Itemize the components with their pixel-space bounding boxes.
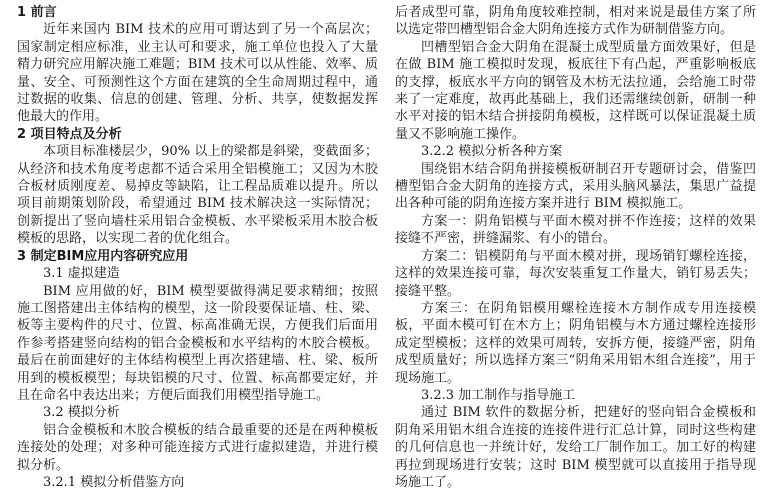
section-3-heading: 3 制定BIM应用内容研究应用: [17, 248, 189, 264]
section-3-2-3-heading: 3.2.3 加工制作与指导施工: [421, 387, 576, 403]
groove-corner-paragraph: 凹槽型铝合金大阴角在混凝土成型质量方面效果好，但是在做 BIM 施工模拟时发现，板底往下有凸起，严重影响板底的支撑，板底水平方向的钢管及木枋无法拉通，会给施工时带来了一定难度，故再此基础上，我们还需继续创新，研制一种水平对接的铝木结合拼接阴角模板，这样既可以保证混凝土质量又不影响施工操作。: [395, 39, 756, 142]
section-3-2-paragraph: 铝合金模板和木胶合模板的结合最重要的还是在两种模板连接处的处理；对多种可能连接方式进行虚拟建造，并进行模拟分析。: [17, 422, 378, 473]
section-1-heading: 1 前言: [17, 5, 57, 20]
section-3-1-paragraph: BIM 应用做的好，BIM 模型要做得满足要求精细；按照施工图搭建出主体结构的模型，这一阶段要保证墙、柱、梁、板等主要构件的尺寸、位置、标高准确无误，方便我们后面用作参考搭建竖向结构的铝合金模板和水平结构的木胶合模板。最后在前面建好的主体结构模型上再次搭建墙、柱、梁、板所用到的模板模型；每块铝模的尺寸、位置、标高都要定好，并且在命名中表达出来；方便后面我们用模型指导施工。: [17, 283, 378, 403]
left-column: [17, 4, 378, 491]
section-3-1-heading: 3.1 虚拟建造: [43, 266, 120, 282]
section-3-2-2-heading: 3.2.2 模拟分析各种方案: [421, 144, 563, 160]
processing-paragraph: 通过 BIM 软件的数据分析，把建好的竖向铝合金模板和阴角采用铝木组合连接的连接件进行汇总计算，同时这些构建的几何信息也一并统计好，发给工厂制作加工。加工好的构建再拉到现场进行安装；这时 BIM 模型就可以直接用于指导现场施工了。: [395, 405, 756, 490]
section-1-paragraph: 近年来国内 BIM 技术的应用可谓达到了另一个高层次；国家制定相应标准，业主认可和要求，施工单位也投入了大量精力研究应用解决施工难题；BIM 技术可以从性能、效率、质量、安全、可预测性这个方面在建筑的全生命周期过程中，通过数据的收集、信息的创建、管理、分析、共享，使数据发挥他最大的作用。: [17, 22, 378, 125]
section-3-2-heading: 3.2 模拟分析: [43, 405, 120, 421]
continued-paragraph: 后者成型可靠，阴角角度较难控制，相对来说是最佳方案了所以选定带凹槽型铝合金大阴角连接方式作为研制借鉴方向。: [395, 5, 756, 38]
plan-3-paragraph: 方案三：在阴角铝模用螺栓连接木方制作成专用连接模板，平面木模可钉在木方上；阴角铝模与木方通过螺栓连接形成定型模板；这样的效果可周转，安拆方便，接缝严密，阴角成型质量好；所以选择方案三“阴角采用铝木组合连接”，用于现场施工。: [395, 300, 756, 386]
right-column: [395, 4, 756, 491]
plan-1-paragraph: 方案一：阴角铝模与平面木模对拼不作连接；这样的效果接缝不严密，拼缝漏浆、有小的错台。: [395, 213, 756, 247]
plan-2-paragraph: 方案二：铝模阴角与平面木模对拼，现场销钉螺栓连接，这样的效果连接可靠，每次安装重复工作量大，销钉易丢失；接缝平整。: [395, 248, 756, 299]
meeting-paragraph: 围绕铝木结合阴角拼接模板研制召开专题研讨会，借鉴凹槽型铝合金大阴角的连接方式，采用头脑风暴法，集思广益提出各种可能的阴角连接方案并进行 BIM 模拟施工。: [395, 161, 756, 212]
section-2-heading: 2 项目特点及分析: [17, 126, 122, 142]
section-2-paragraph: 本项目标准楼层少，90% 以上的梁都是斜梁，变截面多；从经济和技术角度考虑都不适合采用全铝模施工；又因为木胶合板材质刚度差、易掉皮等缺陷，让工程品质难以提升。所以项目前期策划阶段，希望通过 BIM 技术解决这一实际情况；创新提出了竖向墙柱采用铝合金模板、水平梁板采用木胶合板模板的思路，以实现二者的优化组合。: [17, 144, 378, 247]
section-3-2-1-heading: 3.2.1 模拟分析借鉴方向: [43, 474, 185, 490]
